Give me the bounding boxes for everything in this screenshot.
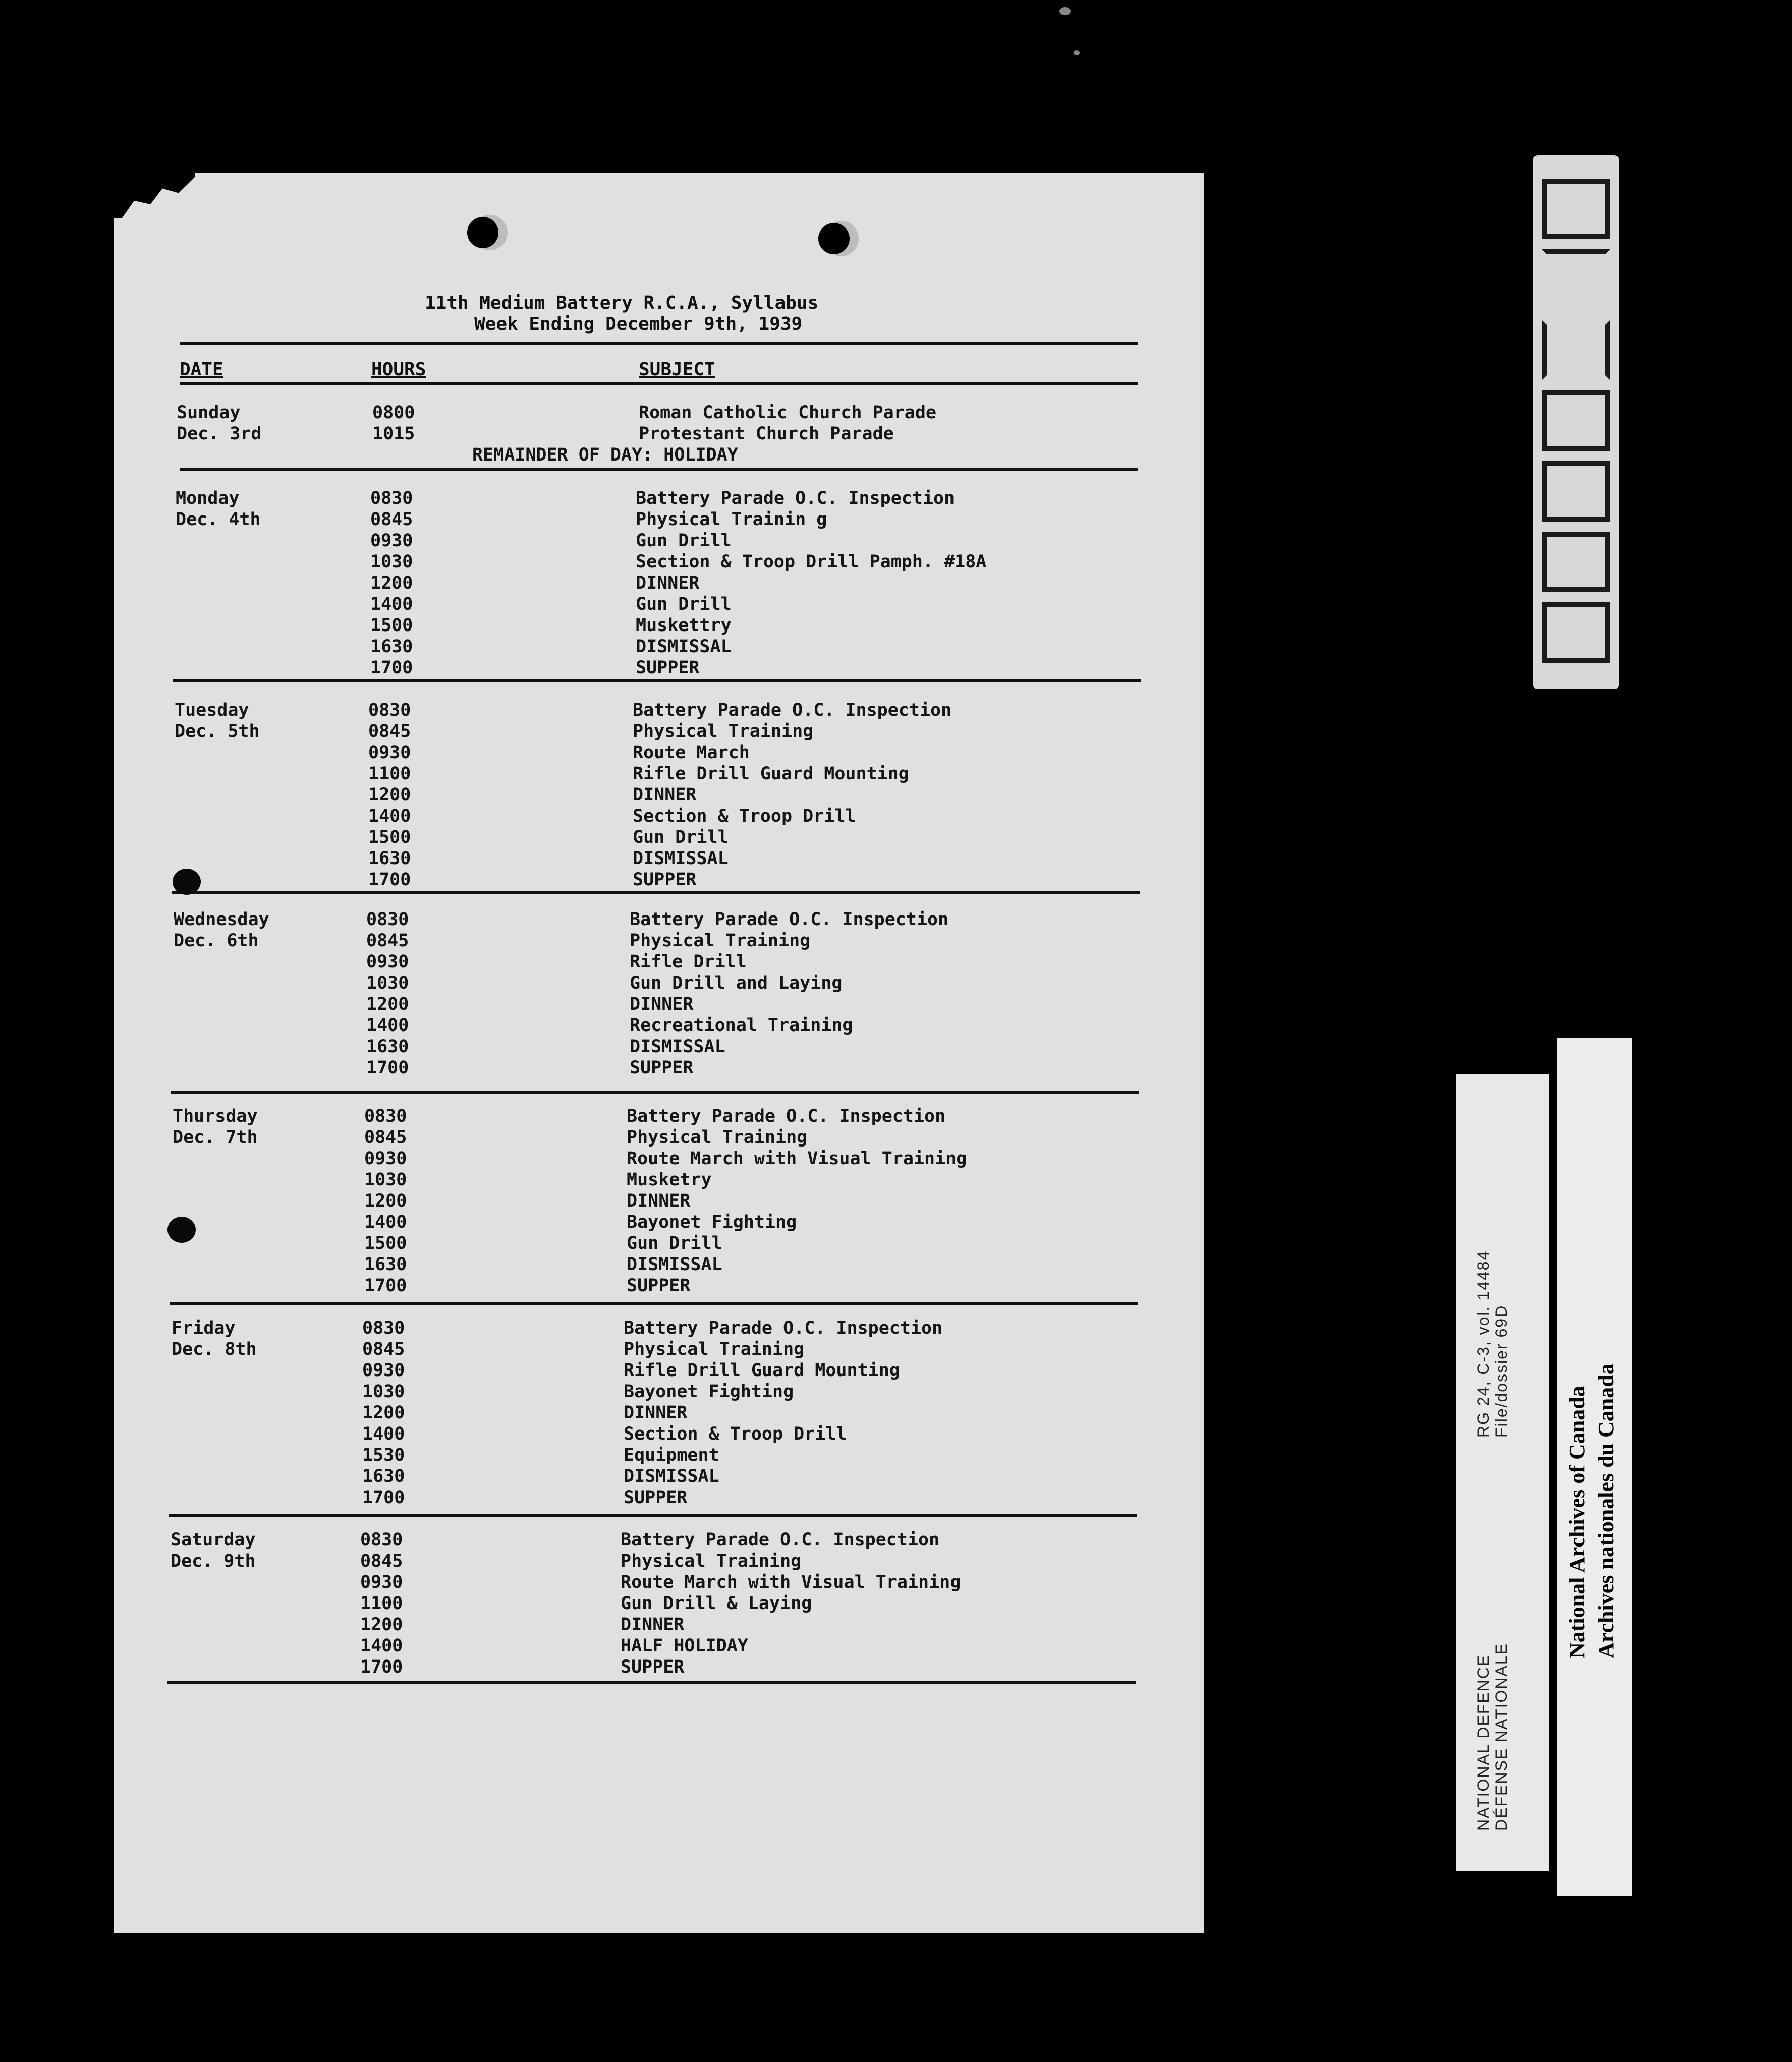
- day-divider: [173, 679, 1141, 682]
- header-hours: HOURS: [371, 359, 426, 380]
- subject-cell: Muskettry: [636, 615, 732, 636]
- subject-cell: Gun Drill and Laying: [630, 973, 843, 993]
- hour-cell: 1200: [366, 994, 409, 1014]
- hour-cell: 1015: [372, 424, 415, 444]
- subject-cell: DISMISSAL: [636, 637, 732, 657]
- subject-cell: Gun Drill: [627, 1233, 722, 1253]
- subject-cell: SUPPER: [636, 658, 700, 678]
- hour-cell: 0930: [362, 1360, 405, 1381]
- hour-cell: 1030: [366, 973, 409, 993]
- subject-cell: SUPPER: [630, 1058, 694, 1078]
- hour-cell: 1530: [362, 1445, 405, 1465]
- day-date: Dec. 7th: [173, 1127, 258, 1148]
- day-divider: [171, 1091, 1139, 1094]
- subject-cell: DINNER: [636, 573, 700, 593]
- hour-cell: 1630: [364, 1254, 407, 1275]
- subject-cell: Physical Training: [630, 931, 811, 951]
- counter-digit: [1542, 602, 1610, 663]
- subject-cell: Gun Drill: [636, 531, 732, 551]
- hour-cell: 0845: [364, 1127, 407, 1148]
- subject-cell: HALF HOLIDAY: [621, 1636, 748, 1656]
- punch-hole-left: [467, 217, 498, 248]
- subject-cell: SUPPER: [633, 870, 697, 890]
- hour-cell: 1630: [366, 1037, 409, 1057]
- subject-cell: Protestant Church Parade: [639, 424, 894, 444]
- hour-cell: 0845: [368, 721, 411, 741]
- day-date: Dec. 6th: [174, 931, 259, 951]
- hour-cell: 1200: [368, 785, 411, 805]
- subject-cell: Section & Troop Drill: [633, 806, 856, 826]
- subject-cell: Gun Drill & Laying: [621, 1593, 812, 1614]
- nac-line2: Archives nationales du Canada: [1594, 1363, 1618, 1658]
- subject-cell: Battery Parade O.C. Inspection: [630, 909, 949, 930]
- hour-cell: 1400: [368, 806, 411, 826]
- day-name: Wednesday: [174, 909, 269, 930]
- frame-counter: [1533, 155, 1619, 689]
- syllabus-page: [114, 173, 1204, 1933]
- subject-cell: DINNER: [627, 1191, 691, 1211]
- subject-cell: Section & Troop Drill Pamph. #18A: [636, 552, 987, 572]
- subject-cell: Rifle Drill Guard Mounting: [624, 1360, 900, 1381]
- header-date: DATE: [180, 359, 223, 380]
- day-divider: [167, 1681, 1136, 1684]
- hour-cell: 1200: [370, 573, 413, 593]
- hour-cell: 1700: [364, 1276, 407, 1296]
- hour-cell: 1030: [364, 1170, 407, 1190]
- subject-cell: DISMISSAL: [630, 1037, 725, 1057]
- dust-speck: [1074, 50, 1080, 55]
- nd-line2: DÉFENSE NATIONALE: [1492, 1642, 1510, 1831]
- hour-cell: 0930: [360, 1572, 403, 1592]
- national-defence-label: [1456, 1074, 1549, 1871]
- ink-blot: [173, 869, 201, 895]
- subject-cell: Physical Training: [627, 1127, 808, 1148]
- subject-cell: DISMISSAL: [633, 848, 729, 869]
- day-divider: [169, 1514, 1137, 1517]
- hour-cell: 1030: [362, 1382, 405, 1402]
- hour-cell: 1500: [368, 827, 411, 847]
- day-date: Dec. 9th: [171, 1551, 256, 1571]
- hour-cell: 1400: [362, 1424, 405, 1444]
- hour-cell: 0830: [368, 700, 411, 720]
- nd-line1: NATIONAL DEFENCE: [1474, 1654, 1492, 1831]
- subject-cell: Physical Training: [624, 1339, 805, 1359]
- subject-cell: Bayonet Fighting: [624, 1382, 794, 1402]
- hour-cell: 0830: [362, 1318, 405, 1338]
- day-divider: [172, 891, 1140, 894]
- counter-digit: [1542, 320, 1610, 380]
- counter-digit: [1542, 179, 1610, 239]
- counter-digit: [1542, 390, 1610, 451]
- subject-cell: Route March with Visual Training: [621, 1572, 961, 1592]
- day-date: Dec. 3rd: [177, 424, 262, 444]
- hour-cell: 1030: [370, 552, 413, 572]
- subject-cell: Gun Drill: [636, 594, 732, 614]
- subject-cell: DINNER: [621, 1615, 685, 1635]
- hour-cell: 0930: [370, 531, 413, 551]
- subject-cell: DINNER: [633, 785, 697, 805]
- subject-cell: SUPPER: [621, 1657, 685, 1677]
- subject-cell: DISMISSAL: [624, 1466, 719, 1486]
- torn-corner: [114, 173, 195, 218]
- hour-cell: 0830: [360, 1530, 403, 1550]
- hour-cell: 0830: [364, 1106, 407, 1126]
- day-name: Saturday: [171, 1530, 256, 1550]
- ref-line1: RG 24, C-3, vol. 14484: [1474, 1250, 1492, 1438]
- rule-header: [180, 382, 1138, 385]
- subject-cell: Physical Trainin g: [636, 509, 827, 530]
- counter-digit: [1542, 532, 1610, 592]
- nac-line1: National Archives of Canada: [1564, 1386, 1589, 1658]
- subject-cell: Equipment: [624, 1445, 719, 1465]
- hour-cell: 0845: [362, 1339, 405, 1359]
- subject-cell: Battery Parade O.C. Inspection: [633, 700, 952, 720]
- dust-speck: [1059, 7, 1071, 15]
- document-title: 11th Medium Battery R.C.A., Syllabus: [425, 293, 819, 313]
- day-name: Sunday: [177, 403, 241, 423]
- hour-cell: 1700: [360, 1657, 403, 1677]
- subject-cell: Battery Parade O.C. Inspection: [624, 1318, 943, 1338]
- hour-cell: 1100: [360, 1593, 403, 1614]
- hour-cell: 1630: [362, 1466, 405, 1486]
- subject-cell: Physical Training: [633, 721, 814, 741]
- subject-cell: SUPPER: [627, 1276, 691, 1296]
- subject-cell: Battery Parade O.C. Inspection: [636, 488, 955, 508]
- national-archives-label: [1557, 1038, 1632, 1896]
- hour-cell: 1500: [370, 615, 413, 636]
- subject-cell: DISMISSAL: [627, 1254, 722, 1275]
- hour-cell: 1400: [364, 1212, 407, 1232]
- subject-cell: Recreational Training: [630, 1015, 853, 1036]
- hour-cell: 1200: [362, 1403, 405, 1423]
- hour-cell: 1700: [370, 658, 413, 678]
- day-date: Dec. 8th: [172, 1339, 257, 1359]
- hour-cell: 1100: [368, 764, 411, 784]
- day-name: Thursday: [173, 1106, 258, 1126]
- day-divider: [180, 468, 1138, 471]
- rule-title: [180, 342, 1138, 345]
- ref-line2: File/dossier 69D: [1492, 1304, 1510, 1438]
- subject-cell: Musketry: [627, 1170, 712, 1190]
- counter-digit: [1542, 249, 1610, 310]
- subject-cell: Route March: [633, 742, 750, 763]
- ink-blot: [167, 1217, 196, 1243]
- hour-cell: 1630: [370, 637, 413, 657]
- day-date: Dec. 5th: [175, 721, 260, 741]
- counter-digit: [1542, 461, 1610, 522]
- hour-cell: 1700: [362, 1487, 405, 1508]
- hour-cell: 0845: [366, 931, 409, 951]
- hour-cell: 1200: [364, 1191, 407, 1211]
- day-divider: [170, 1302, 1138, 1305]
- punch-hole-right: [818, 223, 850, 254]
- day-name: Friday: [172, 1318, 236, 1338]
- hour-cell: 0845: [360, 1551, 403, 1571]
- subject-cell: Gun Drill: [633, 827, 729, 847]
- subject-cell: DINNER: [624, 1403, 688, 1423]
- subject-cell: Physical Training: [621, 1551, 802, 1571]
- subject-cell: Battery Parade O.C. Inspection: [627, 1106, 946, 1126]
- hour-cell: 1200: [360, 1615, 403, 1635]
- subject-cell: Section & Troop Drill: [624, 1424, 847, 1444]
- day-date: Dec. 4th: [176, 509, 261, 530]
- hour-cell: 0830: [370, 488, 413, 508]
- hour-cell: 0845: [370, 509, 413, 530]
- hour-cell: 1630: [368, 848, 411, 869]
- hour-cell: 1700: [368, 870, 411, 890]
- subject-cell: SUPPER: [624, 1487, 688, 1508]
- sunday-remainder-note: REMAINDER OF DAY: HOLIDAY: [472, 445, 738, 465]
- day-name: Tuesday: [175, 700, 249, 720]
- subject-cell: DINNER: [630, 994, 694, 1014]
- subject-cell: Battery Parade O.C. Inspection: [621, 1530, 940, 1550]
- hour-cell: 1700: [366, 1058, 409, 1078]
- header-subject: SUBJECT: [639, 359, 715, 380]
- day-name: Monday: [176, 488, 240, 508]
- hour-cell: 0830: [366, 909, 409, 930]
- hour-cell: 1500: [364, 1233, 407, 1253]
- subject-cell: Rifle Drill Guard Mounting: [633, 764, 909, 784]
- subject-cell: Bayonet Fighting: [627, 1212, 797, 1232]
- hour-cell: 0930: [364, 1149, 407, 1169]
- hour-cell: 0930: [368, 742, 411, 763]
- hour-cell: 1400: [370, 594, 413, 614]
- hour-cell: 1400: [366, 1015, 409, 1036]
- subject-cell: Roman Catholic Church Parade: [639, 403, 937, 423]
- hour-cell: 1400: [360, 1636, 403, 1656]
- document-subtitle: Week Ending December 9th, 1939: [474, 314, 803, 334]
- hour-cell: 0800: [372, 403, 415, 423]
- subject-cell: Rifle Drill: [630, 952, 747, 972]
- hour-cell: 0930: [366, 952, 409, 972]
- subject-cell: Route March with Visual Training: [627, 1149, 967, 1169]
